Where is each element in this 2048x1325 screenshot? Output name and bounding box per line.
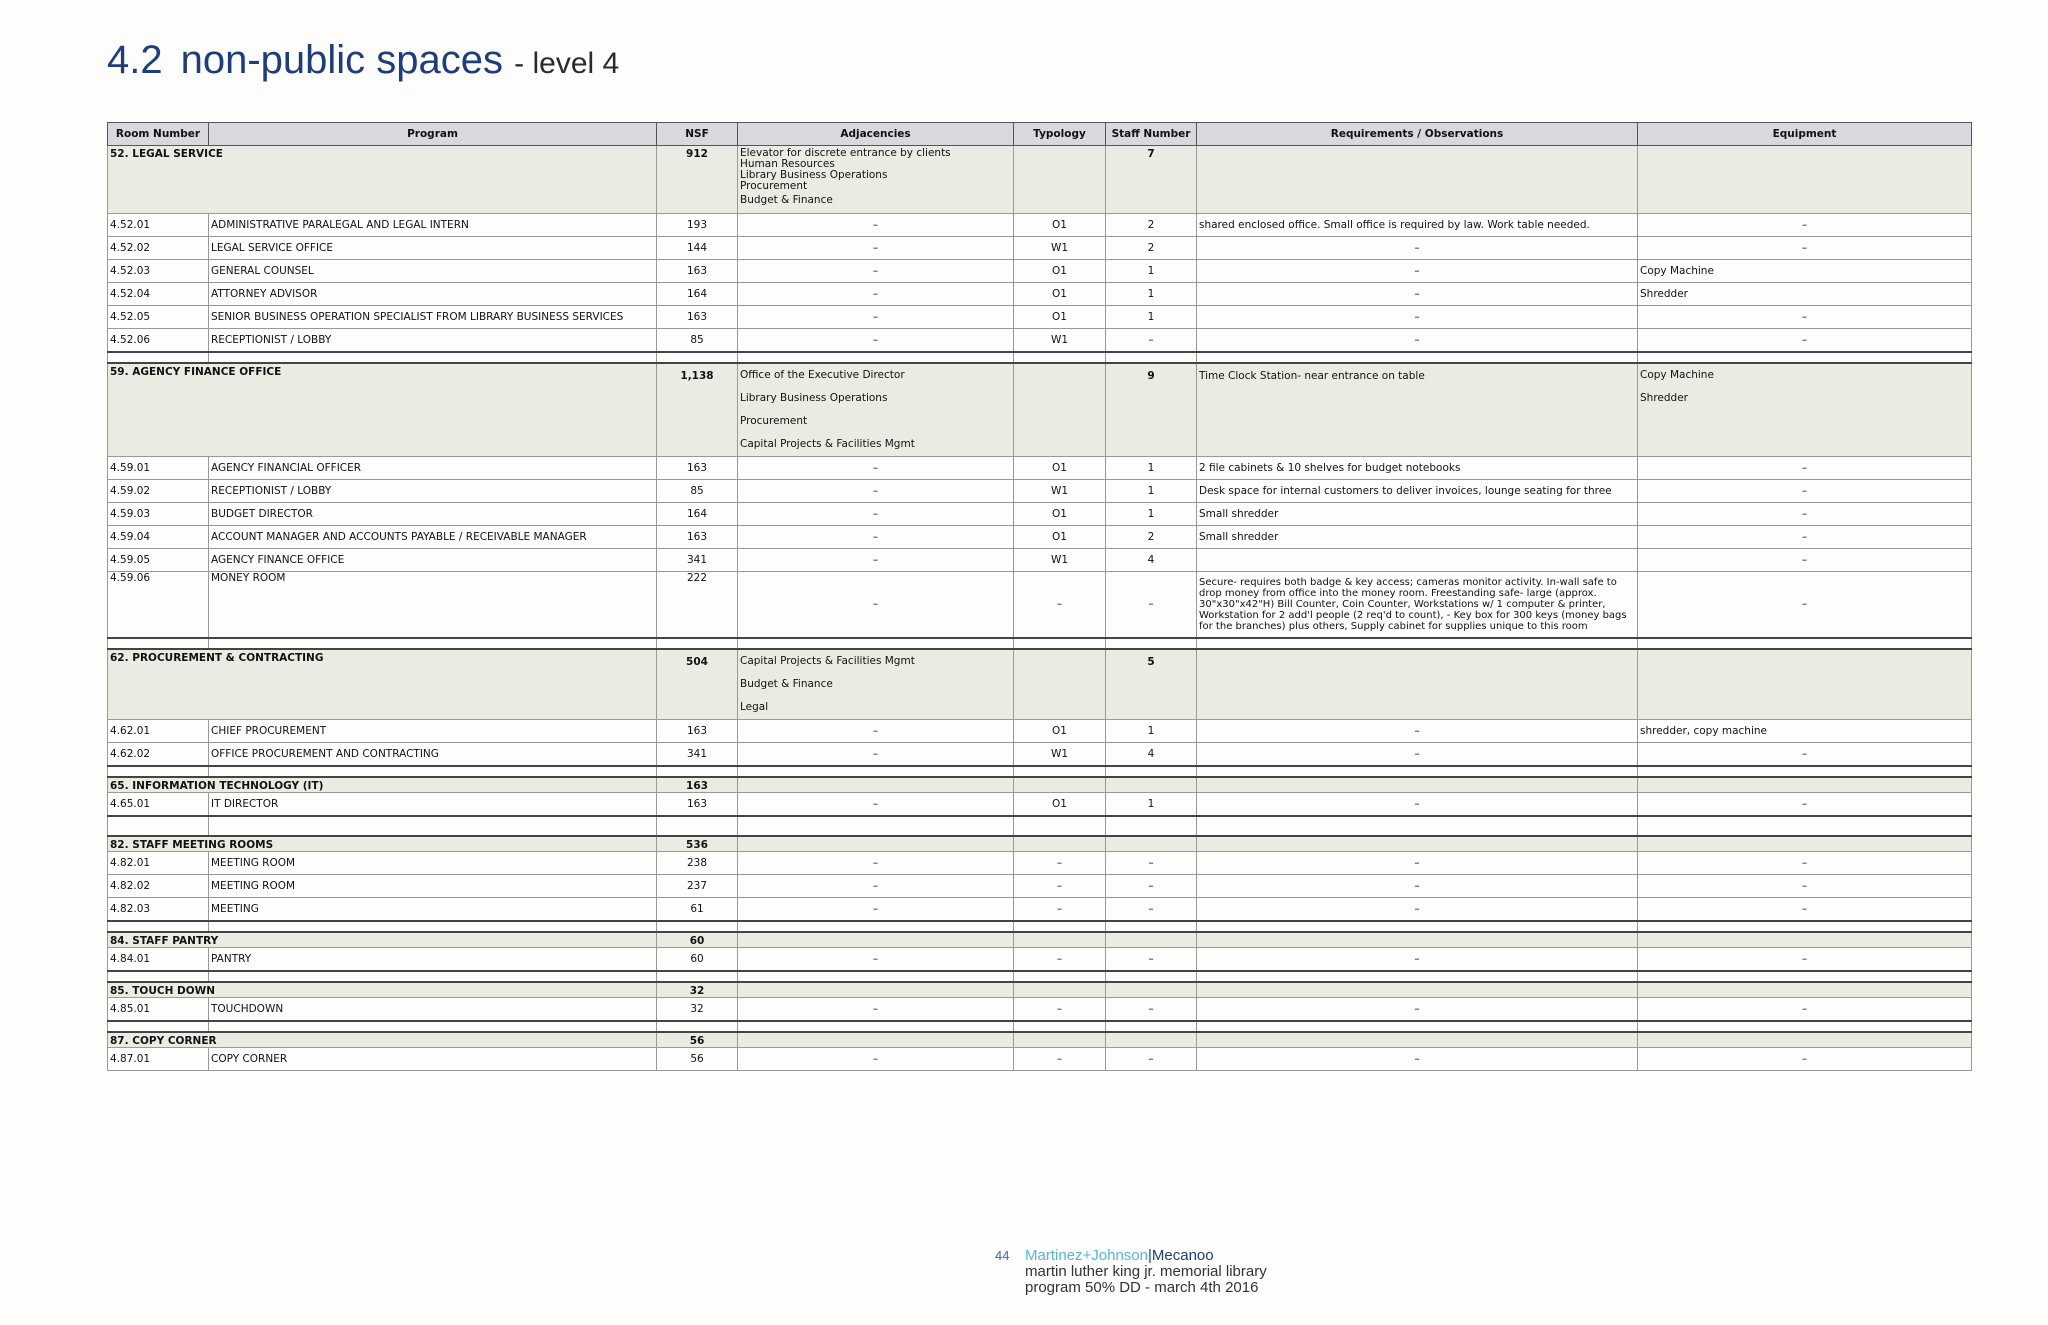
table-row — [108, 480, 1972, 503]
equipment-item: Shredder — [1640, 392, 1688, 404]
requirements: – — [1197, 874, 1638, 897]
col-header: Room Number — [108, 123, 209, 146]
adjacencies: – — [738, 549, 1014, 572]
program: MONEY ROOM — [209, 572, 657, 638]
nsf: 56 — [657, 1047, 738, 1070]
equipment: – — [1638, 572, 1972, 638]
equipment: – — [1638, 742, 1972, 766]
table-row — [108, 503, 1972, 526]
typology: O1 — [1014, 260, 1106, 283]
room-number: 4.52.02 — [108, 237, 209, 260]
typology: – — [1014, 1047, 1106, 1070]
firm-name-b: Mecanoo — [1151, 1247, 1214, 1264]
requirements — [1197, 549, 1638, 572]
section-nsf: 912 — [657, 146, 738, 214]
typology: O1 — [1014, 719, 1106, 742]
section-subtitle: - level 4 — [514, 47, 620, 80]
adjacencies: – — [738, 792, 1014, 816]
room-number: 4.59.05 — [108, 549, 209, 572]
section-number: 4.2 — [107, 38, 163, 82]
section-nsf: 504 — [657, 649, 738, 720]
section-label: 52. LEGAL SERVICE — [108, 146, 657, 214]
staff-number: – — [1106, 1047, 1197, 1070]
staff-number: 4 — [1106, 742, 1197, 766]
nsf: 60 — [657, 947, 738, 971]
adjacencies: – — [738, 283, 1014, 306]
adjacencies: – — [738, 897, 1014, 921]
adjacencies: – — [738, 480, 1014, 503]
equipment: shredder, copy machine — [1638, 719, 1972, 742]
adjacency-item: Capital Projects & Facilities Mgmt — [740, 438, 915, 450]
adjacency-item: Capital Projects & Facilities Mgmt — [740, 654, 915, 667]
adjacencies: – — [738, 742, 1014, 766]
requirements: – — [1197, 306, 1638, 329]
table-row — [108, 897, 1972, 921]
staff-number: – — [1106, 572, 1197, 638]
table-row — [108, 214, 1972, 237]
program: CHIEF PROCUREMENT — [209, 719, 657, 742]
adjacencies: – — [738, 237, 1014, 260]
col-header: Adjacencies — [738, 123, 1014, 146]
nsf: 32 — [657, 997, 738, 1021]
section-label: 65. INFORMATION TECHNOLOGY (IT) — [108, 777, 657, 793]
nsf: 164 — [657, 283, 738, 306]
col-header: Requirements / Observations — [1197, 123, 1638, 146]
section-nsf: 32 — [657, 982, 738, 998]
staff-number: – — [1106, 947, 1197, 971]
staff-number: – — [1106, 851, 1197, 874]
nsf: 61 — [657, 897, 738, 921]
program: ATTORNEY ADVISOR — [209, 283, 657, 306]
requirements: 2 file cabinets & 10 shelves for budget notebooks — [1197, 457, 1638, 480]
section-row — [108, 836, 1972, 852]
equipment: – — [1638, 214, 1972, 237]
typology: O1 — [1014, 214, 1106, 237]
adjacency-item: Elevator for discrete entrance by clients — [740, 147, 951, 159]
equipment: – — [1638, 329, 1972, 353]
adjacency-item: Library Business Operations — [740, 169, 888, 181]
firm-name-a: Martinez+Johnson — [1025, 1247, 1148, 1264]
table-row — [108, 237, 1972, 260]
adjacencies: – — [738, 306, 1014, 329]
program: MEETING ROOM — [209, 874, 657, 897]
room-number: 4.52.01 — [108, 214, 209, 237]
table-row — [108, 719, 1972, 742]
room-number: 4.84.01 — [108, 947, 209, 971]
room-number: 4.65.01 — [108, 792, 209, 816]
adjacency-item: Procurement — [740, 180, 808, 192]
firm-names — [1025, 1248, 1214, 1264]
staff-number: 4 — [1106, 549, 1197, 572]
nsf: 163 — [657, 792, 738, 816]
section-label: 84. STAFF PANTRY — [108, 932, 657, 948]
staff-number: – — [1106, 874, 1197, 897]
project-phase: program 50% DD - march 4th 2016 — [1025, 1279, 1259, 1296]
table-row — [108, 260, 1972, 283]
room-number: 4.82.02 — [108, 874, 209, 897]
adjacency-item: Legal — [740, 700, 769, 713]
table-row — [108, 792, 1972, 816]
section-label: 85. TOUCH DOWN — [108, 982, 657, 998]
equipment: – — [1638, 237, 1972, 260]
typology: O1 — [1014, 503, 1106, 526]
section-gap — [108, 1021, 1972, 1032]
equipment: – — [1638, 526, 1972, 549]
section-label: 82. STAFF MEETING ROOMS — [108, 836, 657, 852]
room-number: 4.59.02 — [108, 480, 209, 503]
nsf: 238 — [657, 851, 738, 874]
equipment: – — [1638, 306, 1972, 329]
section-row — [108, 649, 1972, 720]
staff-number: 1 — [1106, 719, 1197, 742]
adjacencies: – — [738, 719, 1014, 742]
nsf: 163 — [657, 526, 738, 549]
col-header: Typology — [1014, 123, 1106, 146]
program: COPY CORNER — [209, 1047, 657, 1070]
staff-number: 2 — [1106, 214, 1197, 237]
equipment: – — [1638, 503, 1972, 526]
staff-number: – — [1106, 897, 1197, 921]
firm-separator: | — [1148, 1247, 1152, 1264]
adjacency-item: Library Business Operations — [740, 392, 888, 404]
table-row — [108, 874, 1972, 897]
program: GENERAL COUNSEL — [209, 260, 657, 283]
requirements: – — [1197, 237, 1638, 260]
staff-number: 1 — [1106, 480, 1197, 503]
page-title — [107, 38, 619, 83]
typology: O1 — [1014, 306, 1106, 329]
program: PANTRY — [209, 947, 657, 971]
table-row — [108, 549, 1972, 572]
table-row — [108, 306, 1972, 329]
nsf: 85 — [657, 329, 738, 353]
section-staff: 9 — [1106, 363, 1197, 457]
nsf: 85 — [657, 480, 738, 503]
col-header: Staff Number — [1106, 123, 1197, 146]
program: ADMINISTRATIVE PARALEGAL AND LEGAL INTERN — [209, 214, 657, 237]
nsf: 237 — [657, 874, 738, 897]
col-header: Program — [209, 123, 657, 146]
nsf: 163 — [657, 457, 738, 480]
requirements: – — [1197, 260, 1638, 283]
staff-number: 2 — [1106, 526, 1197, 549]
nsf: 222 — [657, 572, 738, 638]
section-label: 62. PROCUREMENT & CONTRACTING — [108, 649, 657, 720]
equipment: – — [1638, 549, 1972, 572]
adjacencies: – — [738, 503, 1014, 526]
section-label: 59. AGENCY FINANCE OFFICE — [108, 363, 657, 457]
staff-number: 1 — [1106, 457, 1197, 480]
typology: W1 — [1014, 549, 1106, 572]
section-row — [108, 1032, 1972, 1048]
requirements: – — [1197, 947, 1638, 971]
room-number: 4.62.02 — [108, 742, 209, 766]
staff-number: – — [1106, 997, 1197, 1021]
requirements: – — [1197, 792, 1638, 816]
room-number: 4.82.03 — [108, 897, 209, 921]
requirements: shared enclosed office. Small office is required by law. Work table needed. — [1197, 214, 1638, 237]
section-row — [108, 363, 1972, 457]
table-row — [108, 283, 1972, 306]
adjacency-item: Office of the Executive Director — [740, 369, 905, 381]
equipment-item: Copy Machine — [1640, 369, 1714, 381]
room-number: 4.59.04 — [108, 526, 209, 549]
project-name: martin luther king jr. memorial library — [1025, 1263, 1267, 1280]
adjacencies: – — [738, 457, 1014, 480]
room-number: 4.59.01 — [108, 457, 209, 480]
nsf: 164 — [657, 503, 738, 526]
table-row — [108, 457, 1972, 480]
room-number: 4.52.05 — [108, 306, 209, 329]
table-row — [108, 947, 1972, 971]
typology: W1 — [1014, 237, 1106, 260]
table-row — [108, 572, 1972, 638]
program: SENIOR BUSINESS OPERATION SPECIALIST FROM LIBRARY BUSINESS SERVICES — [209, 306, 657, 329]
section-row — [108, 146, 1972, 214]
col-header: NSF — [657, 123, 738, 146]
program-table — [107, 122, 1972, 1071]
equipment: – — [1638, 457, 1972, 480]
adjacency-item: Budget & Finance — [740, 194, 833, 206]
section-adjacencies — [738, 363, 1014, 457]
room-number: 4.52.04 — [108, 283, 209, 306]
adjacencies: – — [738, 260, 1014, 283]
requirements: – — [1197, 742, 1638, 766]
nsf: 163 — [657, 306, 738, 329]
table-row — [108, 851, 1972, 874]
staff-number: 1 — [1106, 260, 1197, 283]
section-nsf: 536 — [657, 836, 738, 852]
program: OFFICE PROCUREMENT AND CONTRACTING — [209, 742, 657, 766]
program: ACCOUNT MANAGER AND ACCOUNTS PAYABLE / RECEIVABLE MANAGER — [209, 526, 657, 549]
section-gap — [108, 971, 1972, 982]
equipment: – — [1638, 851, 1972, 874]
staff-number: – — [1106, 329, 1197, 353]
typology: – — [1014, 997, 1106, 1021]
section-row — [108, 777, 1972, 793]
typology: W1 — [1014, 329, 1106, 353]
col-header: Equipment — [1638, 123, 1972, 146]
staff-number: 1 — [1106, 503, 1197, 526]
adjacencies: – — [738, 947, 1014, 971]
equipment: – — [1638, 1047, 1972, 1070]
section-row — [108, 982, 1972, 998]
program: AGENCY FINANCE OFFICE — [209, 549, 657, 572]
adjacencies: – — [738, 851, 1014, 874]
equipment: – — [1638, 897, 1972, 921]
typology: W1 — [1014, 742, 1106, 766]
typology: – — [1014, 947, 1106, 971]
room-number: 4.52.06 — [108, 329, 209, 353]
adjacencies: – — [738, 1047, 1014, 1070]
requirements: – — [1197, 997, 1638, 1021]
equipment: Shredder — [1638, 283, 1972, 306]
section-gap — [108, 352, 1972, 363]
section-staff: 5 — [1106, 649, 1197, 720]
typology: O1 — [1014, 792, 1106, 816]
program: RECEPTIONIST / LOBBY — [209, 480, 657, 503]
typology: – — [1014, 897, 1106, 921]
program: MEETING — [209, 897, 657, 921]
equipment: – — [1638, 874, 1972, 897]
room-number: 4.62.01 — [108, 719, 209, 742]
program: TOUCHDOWN — [209, 997, 657, 1021]
staff-number: 1 — [1106, 306, 1197, 329]
section-label: 87. COPY CORNER — [108, 1032, 657, 1048]
page-number: 44 — [995, 1248, 1010, 1263]
equipment: – — [1638, 792, 1972, 816]
requirements: Small shredder — [1197, 503, 1638, 526]
staff-number: 1 — [1106, 283, 1197, 306]
room-number: 4.85.01 — [108, 997, 209, 1021]
staff-number: 2 — [1106, 237, 1197, 260]
typology: O1 — [1014, 283, 1106, 306]
typology: W1 — [1014, 480, 1106, 503]
room-number: 4.87.01 — [108, 1047, 209, 1070]
requirements: Secure- requires both badge & key access; cameras monitor activity. In-wall safe to drop money from office into the money room. Freestanding safe- large (approx. 30"x30"x42"H) Bill Counter, Coin Counter, Workstations w/ 1 computer & printer, Workstation for 2 add'l people (2 req'd to count), - Key box for 300 keys (money bags for the branches) plus others, Supply cabinet for supplies unique to this room — [1197, 572, 1638, 638]
program: LEGAL SERVICE OFFICE — [209, 237, 657, 260]
nsf: 193 — [657, 214, 738, 237]
requirements: – — [1197, 897, 1638, 921]
typology: – — [1014, 572, 1106, 638]
section-adjacencies — [738, 649, 1014, 720]
adjacencies: – — [738, 997, 1014, 1021]
adjacency-item: Human Resources — [740, 158, 835, 170]
program: IT DIRECTOR — [209, 792, 657, 816]
typology: O1 — [1014, 457, 1106, 480]
room-number: 4.59.03 — [108, 503, 209, 526]
staff-number: 1 — [1106, 792, 1197, 816]
table-row — [108, 526, 1972, 549]
section-nsf: 60 — [657, 932, 738, 948]
section-adjacencies — [738, 146, 1014, 214]
requirements: – — [1197, 851, 1638, 874]
adjacencies: – — [738, 874, 1014, 897]
requirements: Small shredder — [1197, 526, 1638, 549]
section-title: non-public spaces — [180, 38, 504, 82]
section-requirements: Time Clock Station- near entrance on table — [1197, 363, 1638, 457]
program: AGENCY FINANCIAL OFFICER — [209, 457, 657, 480]
nsf: 341 — [657, 742, 738, 766]
requirements: Desk space for internal customers to deliver invoices, lounge seating for three — [1197, 480, 1638, 503]
adjacencies: – — [738, 214, 1014, 237]
equipment: Copy Machine — [1638, 260, 1972, 283]
table-row — [108, 1047, 1972, 1070]
adjacencies: – — [738, 572, 1014, 638]
section-equipment — [1638, 363, 1972, 457]
section-gap — [108, 921, 1972, 932]
room-number: 4.59.06 — [108, 572, 209, 638]
nsf: 341 — [657, 549, 738, 572]
adjacencies: – — [738, 526, 1014, 549]
table-row — [108, 329, 1972, 353]
section-gap — [108, 816, 1972, 836]
requirements: – — [1197, 719, 1638, 742]
program: MEETING ROOM — [209, 851, 657, 874]
section-gap — [108, 638, 1972, 649]
section-nsf: 56 — [657, 1032, 738, 1048]
equipment: – — [1638, 947, 1972, 971]
room-number: 4.82.01 — [108, 851, 209, 874]
typology: – — [1014, 874, 1106, 897]
requirements: – — [1197, 329, 1638, 353]
section-row — [108, 932, 1972, 948]
requirements: – — [1197, 1047, 1638, 1070]
equipment: – — [1638, 997, 1972, 1021]
program: RECEPTIONIST / LOBBY — [209, 329, 657, 353]
equipment: – — [1638, 480, 1972, 503]
table-row — [108, 742, 1972, 766]
typology: O1 — [1014, 526, 1106, 549]
nsf: 144 — [657, 237, 738, 260]
typology: – — [1014, 851, 1106, 874]
program: BUDGET DIRECTOR — [209, 503, 657, 526]
requirements: – — [1197, 283, 1638, 306]
nsf: 163 — [657, 719, 738, 742]
nsf: 163 — [657, 260, 738, 283]
section-staff: 7 — [1106, 146, 1197, 214]
adjacency-item: Budget & Finance — [740, 677, 833, 690]
section-gap — [108, 766, 1972, 777]
section-nsf: 1,138 — [657, 363, 738, 457]
adjacency-item: Procurement — [740, 415, 808, 427]
section-nsf: 163 — [657, 777, 738, 793]
table-row — [108, 997, 1972, 1021]
adjacencies: – — [738, 329, 1014, 353]
table-header-row — [108, 123, 1972, 146]
room-number: 4.52.03 — [108, 260, 209, 283]
